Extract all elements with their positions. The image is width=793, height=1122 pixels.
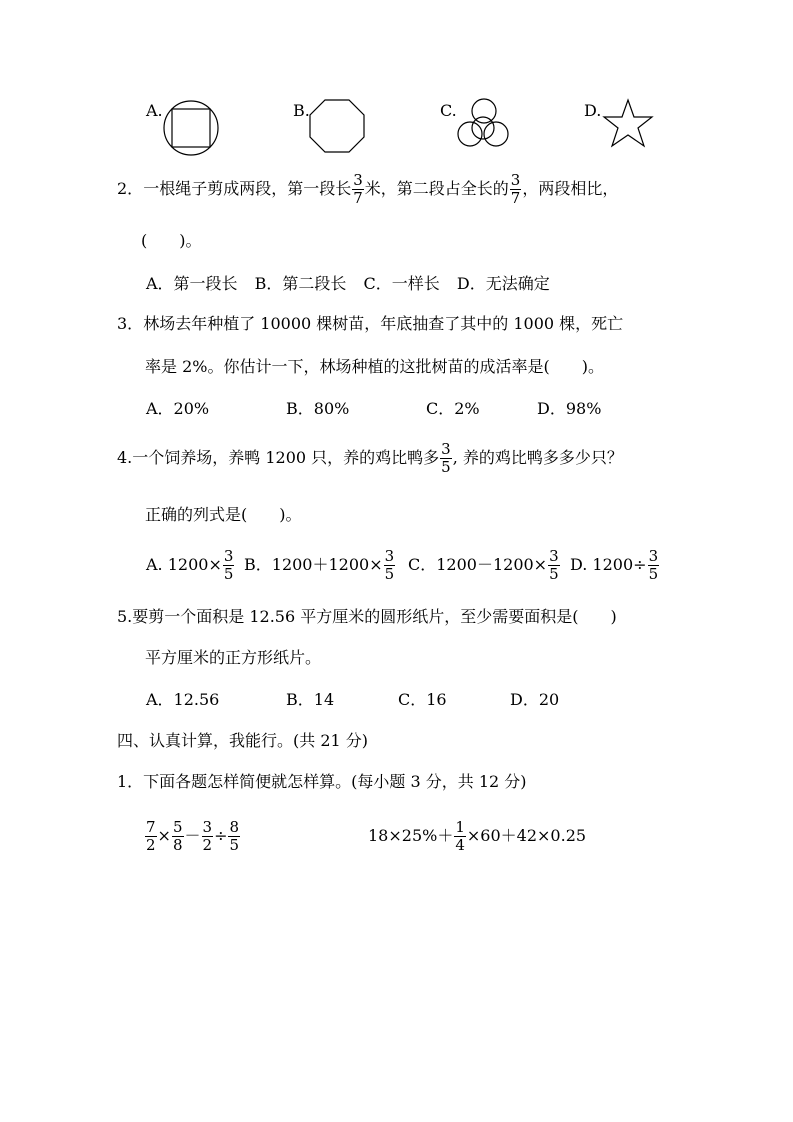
octagon-figure bbox=[308, 98, 366, 154]
q5-option-c: C．16 bbox=[398, 690, 447, 709]
section4-title: 四、认真计算，我能行。(共 21 分) bbox=[117, 731, 369, 750]
q3-option-a: A．20% bbox=[146, 399, 210, 418]
q2-options bbox=[146, 274, 550, 294]
star-figure bbox=[600, 98, 656, 150]
q5-option-b: B．14 bbox=[286, 690, 335, 709]
q4-options bbox=[0, 545, 793, 585]
q4-line1 bbox=[117, 441, 623, 476]
q2-text-a: 一根绳子剪成两段，第一段长 bbox=[143, 179, 352, 198]
q5-line1 bbox=[117, 607, 617, 627]
q1-option-d-label: D. bbox=[584, 101, 602, 120]
q4-text-b: , 养的鸡比鸭多多少只？ bbox=[452, 448, 623, 467]
q4-option-a: A. 1200× $\frac{3}{5}$ bbox=[146, 547, 234, 583]
q1-option-c-label: C. bbox=[440, 101, 457, 120]
q4-number: 4. bbox=[117, 448, 133, 467]
q2-text-c: ，两段相比， bbox=[522, 179, 619, 198]
q5-options bbox=[0, 690, 793, 710]
q3-option-b: B．80% bbox=[286, 399, 350, 418]
q5-option-d: D．20 bbox=[510, 690, 560, 709]
q2-option-a: A．第一段长 bbox=[146, 274, 238, 293]
q2-fraction-2: $\frac{3}{7}$ bbox=[510, 171, 521, 207]
q2-text-b: 米，第二段占全长的 bbox=[364, 179, 509, 198]
section4-sub1: 1．下面各题怎样简便就怎样算。(每小题 3 分，共 12 分) bbox=[117, 772, 527, 791]
q5-line2: 平方厘米的正方形纸片。 bbox=[145, 648, 322, 667]
q5-option-a: A．12.56 bbox=[146, 690, 220, 709]
calc-expression-1: $\frac{7}{2}$ × $\frac{5}{8}$ － $\frac{3}{2}$ ÷ $\frac{8}{5}$ bbox=[146, 818, 240, 854]
calc-expression-2: 18×25%＋ $\frac{1}{4}$ ×60＋42×0.25 bbox=[368, 818, 587, 854]
q5-line1-text: 要剪一个面积是 12.56 平方厘米的圆形纸片，至少需要面积是( ) bbox=[132, 607, 617, 626]
q2-line2: ( )。 bbox=[141, 231, 202, 250]
q2-fraction-1: $\frac{3}{7}$ bbox=[353, 171, 363, 207]
square-in-circle-figure bbox=[163, 99, 221, 157]
q3-option-d: D．98% bbox=[537, 399, 602, 418]
q3-line1-text: 林场去年种植了 10000 棵树苗，年底抽查了其中的 1000 棵，死亡 bbox=[143, 314, 624, 333]
q3-options bbox=[0, 399, 793, 419]
q2-number: 2． bbox=[117, 179, 144, 198]
q4-option-d: D. 1200÷ $\frac{3}{5}$ bbox=[570, 547, 659, 583]
q2-option-b: B．第二段长 bbox=[254, 274, 347, 293]
q4-fraction: $\frac{3}{5}$ bbox=[441, 440, 451, 476]
three-circles-figure bbox=[456, 98, 514, 150]
q5-number: 5. bbox=[117, 607, 133, 626]
q1-option-b-label: B. bbox=[293, 101, 310, 120]
q2-line1 bbox=[117, 172, 618, 207]
q4-option-b: B．1200＋1200× $\frac{3}{5}$ bbox=[244, 547, 395, 583]
q2-option-c: C．一样长 bbox=[363, 274, 440, 293]
q4-option-c: C．1200－1200× $\frac{3}{5}$ bbox=[408, 547, 559, 583]
q2-option-d: D．无法确定 bbox=[456, 274, 550, 293]
q1-options bbox=[0, 0, 793, 160]
q3-number: 3． bbox=[117, 314, 144, 333]
q3-option-c: C．2% bbox=[426, 399, 480, 418]
q3-line2: 率是 2%。你估计一下，林场种植的这批树苗的成活率是( )。 bbox=[145, 357, 604, 376]
q4-line2: 正确的列式是( )。 bbox=[145, 505, 302, 524]
q4-text-a: 一个饲养场，养鸭 1200 只，养的鸡比鸭多 bbox=[132, 448, 440, 467]
q1-option-a-label: A. bbox=[146, 101, 163, 120]
q3-line1 bbox=[117, 314, 623, 334]
